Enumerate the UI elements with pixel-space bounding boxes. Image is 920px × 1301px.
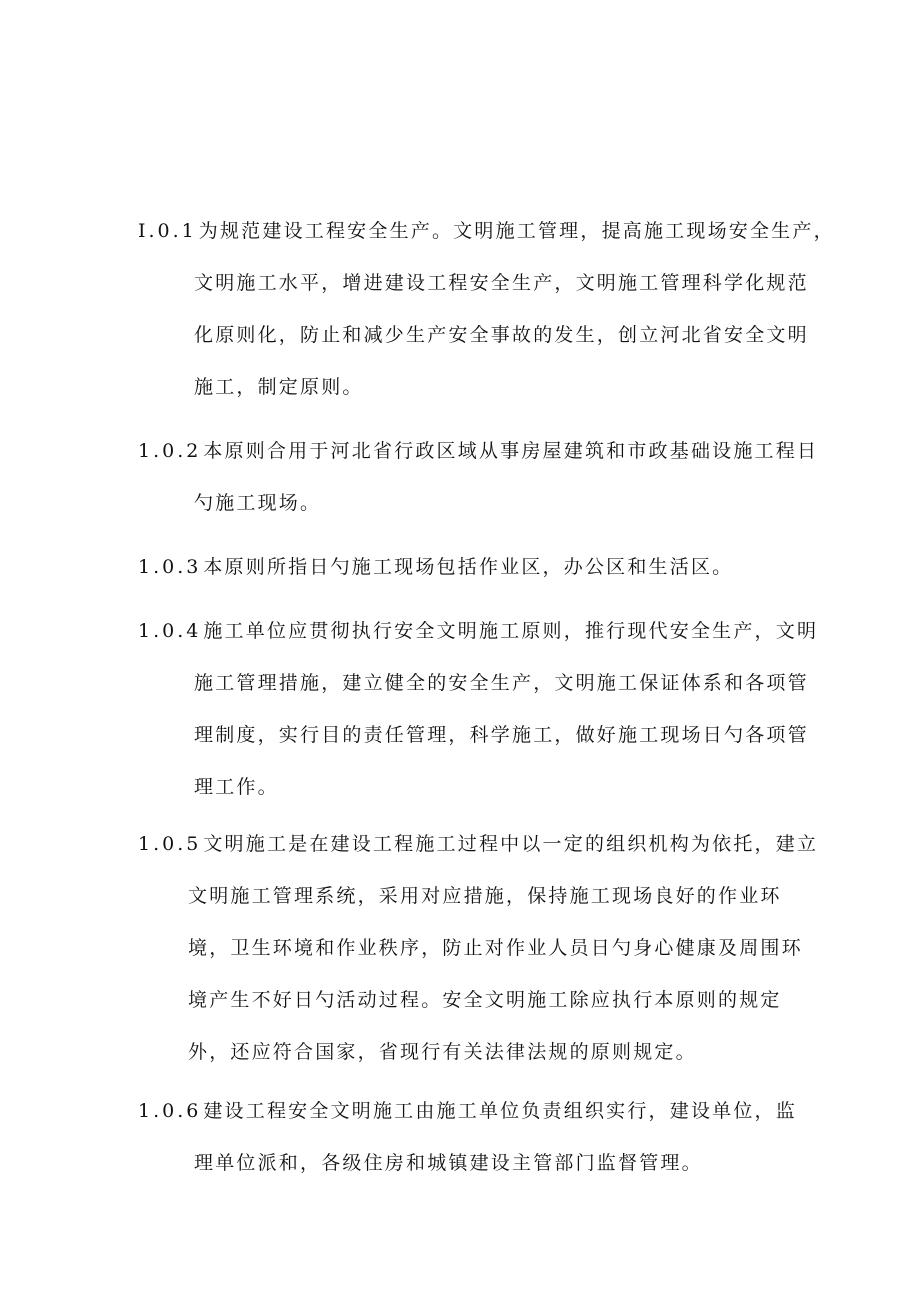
clause-text: 文明施工是在建设工程施工过程中以一定的组织机构为依托，建立 [203,833,819,855]
clause-text: 施工单位应贯彻执行安全文明施工原则，推行现代安全生产，文明 [203,620,819,642]
clause-text: 本原则合用于河北省行政区域从事房屋建筑和市政基础设施工程日 [203,440,819,462]
clause-text: 本原则所指日勺施工现场包括作业区，办公区和生活区。 [203,556,734,578]
clause-number: 1.0.5 [138,833,202,855]
clause-text: 理制度，实行目的责任管理，科学施工，做好施工现场日勺各项管 [194,724,809,746]
clause-1-0-2 [138,425,819,529]
clause-first-line [138,605,819,657]
clause-text: 建设工程安全文明施工由施工单位负责组织实行，建设单位，监 [203,1100,797,1122]
clause-number: 1.0.4 [138,620,202,642]
clause-first-line [138,205,835,257]
clause-first-line [138,818,819,870]
clause-first-line [138,541,798,593]
clause-text: 境产生不好日勺活动过程。安全文明施工除应执行本原则的规定 [188,989,782,1011]
clause-1-0-5 [138,818,819,1078]
clause-text: 化原则化，防止和减少生产安全事故的发生，创立河北省安全文明 [194,324,809,346]
clause-text: 文明施工管理系统，采用对应措施，保持施工现场良好的作业环 [188,885,782,907]
clause-number: 1.0.6 [138,1100,202,1122]
clause-number: 1.0.3 [138,556,202,578]
clause-1-0-3 [138,541,798,593]
clause-text: 施工，制定原则。 [194,376,364,398]
clause-text: 理单位派和，各级住房和城镇建设主管部门监督管理。 [194,1152,703,1174]
clause-text: 勺施工现场。 [194,492,322,514]
clause-number: I.0.1 [138,220,197,242]
clause-text: 文明施工水平，增进建设工程安全生产，文明施工管理科学化规范 [194,272,809,294]
clause-text: 理工作。 [194,776,279,798]
clause-first-line [138,1085,798,1137]
clause-text: 为规范建设工程安全生产。文明施工管理，提高施工现场安全生产， [198,220,835,242]
clause-text: 施工管理措施，建立健全的安全生产，文明施工保证体系和各项管 [194,672,809,694]
clause-first-line [138,425,819,477]
clause-text: 境，卫生环境和作业秩序，防止对作业人员日勺身心健康及周围环 [188,937,803,959]
clause-1-0-6 [138,1085,798,1189]
clause-number: 1.0.2 [138,440,202,462]
clause-1-0-4 [138,605,819,813]
clause-text: 外，还应符合国家，省现行有关法律法规的原则规定。 [188,1041,697,1063]
clause-1-0-1 [138,205,835,413]
